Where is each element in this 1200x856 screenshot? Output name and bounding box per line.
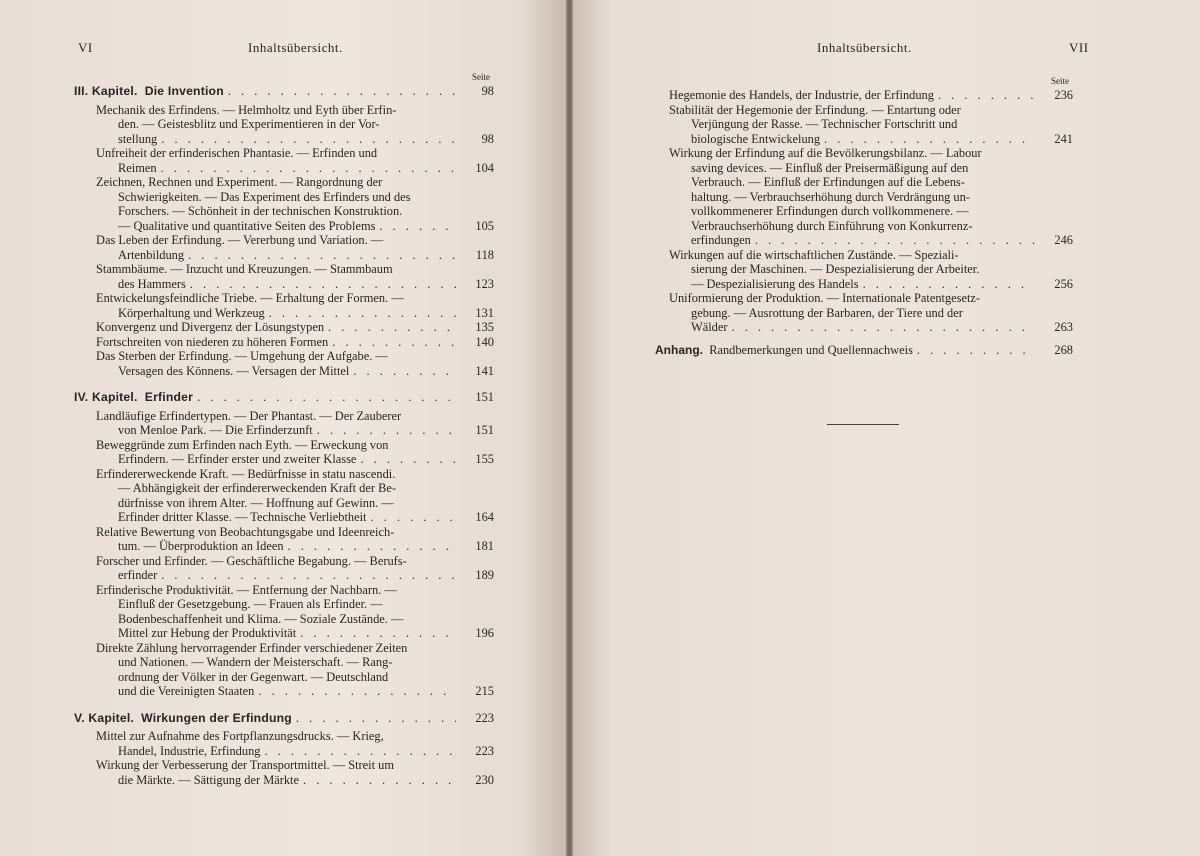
toc-entry: [96, 641, 494, 699]
toc-text: Stammbäume. — Inzucht und Kreuzungen. — Stammbaum: [96, 262, 393, 276]
dot-leader: [353, 364, 456, 379]
toc-line: [96, 568, 494, 583]
toc-text: Mittel zur Hebung der Produktivität: [118, 626, 297, 640]
toc-text: Stabilität der Hegemonie der Erfindung. — Entartung oder: [669, 102, 961, 117]
toc-line: [96, 423, 494, 438]
dot-leader: [300, 626, 456, 641]
toc-entry: [96, 409, 494, 438]
toc-text: Schwierigkeiten. — Das Experiment des Erfinders und des: [118, 189, 411, 204]
dot-leader: [938, 88, 1035, 103]
page-number: 155: [475, 452, 494, 466]
toc-line: [96, 306, 494, 321]
dot-leader: [731, 320, 1035, 335]
dot-leader: [332, 335, 456, 350]
dot-leader: [863, 277, 1035, 292]
toc-line: [96, 539, 494, 554]
toc-text: Mechanik des Erfindens. — Helmholtz und Eyth über Erfin-: [96, 102, 397, 117]
toc-text: tum. — Überproduktion an Ideen: [118, 539, 284, 553]
dot-leader: [370, 510, 456, 525]
page-number: 123: [475, 276, 494, 291]
toc-text: vollkommenerer Erfindungen durch vollkommenere. —: [691, 204, 969, 218]
toc-entry: [96, 320, 494, 335]
dot-leader: [755, 233, 1035, 248]
page-number: 196: [475, 626, 494, 640]
toc-entry: [96, 758, 494, 787]
dot-leader: [161, 161, 456, 176]
page-number: 118: [475, 247, 494, 262]
toc-text: Erfinder dritter Klasse. — Technische Verliebtheit: [118, 510, 367, 524]
toc-entry: [96, 583, 494, 641]
toc-line: [669, 88, 1073, 103]
toc-text: Das Leben der Erfindung. — Vererbung und Variation. —: [96, 233, 384, 247]
toc-entry: [96, 291, 494, 320]
toc-text: Uniformierung der Produktion. — Internationale Patentgesetz-: [669, 291, 981, 305]
appendix-text: Randbemerkungen und Quellennachweis: [703, 342, 913, 357]
chapter-block: [74, 84, 494, 378]
toc-entry: [669, 291, 1073, 335]
toc-entry: [96, 335, 494, 350]
toc-entry: [96, 467, 494, 525]
page-number: 189: [475, 568, 494, 582]
toc-line: [669, 277, 1073, 292]
left-running-head: Inhaltsübersicht.: [248, 40, 343, 55]
toc-line: [96, 773, 494, 788]
chapter-block: [74, 390, 494, 699]
chapter-heading: [74, 84, 494, 99]
toc-text: erfinder: [118, 568, 158, 582]
page-number: 246: [1054, 233, 1073, 247]
toc-line: [96, 219, 494, 234]
toc-line: [669, 233, 1073, 248]
toc-entry: [96, 175, 494, 233]
page-number: 98: [481, 84, 494, 98]
toc-entry: [96, 438, 494, 467]
toc-entry: [669, 146, 1073, 248]
toc-text: des Hammers: [118, 276, 186, 291]
toc-text: Forscher und Erfinder. — Geschäftliche Begabung. — Berufs-: [96, 553, 407, 568]
toc-entry: [96, 729, 494, 758]
toc-text: Verjüngung der Rasse. — Technischer Fortschritt und: [691, 117, 958, 131]
toc-text: sierung der Maschinen. — Despezialisierung der Arbeiter.: [691, 262, 980, 276]
page-number: 151: [475, 423, 494, 437]
toc-text: Erfindererweckende Kraft. — Bedürfnisse in statu nascendi.: [96, 466, 396, 481]
page-number: 236: [1054, 88, 1073, 102]
toc-text: Hegemonie des Handels, der Industrie, der Erfindung: [669, 88, 934, 102]
page-number: 215: [475, 684, 494, 698]
dot-leader: [824, 132, 1035, 147]
toc-entry: [96, 554, 494, 583]
toc-entry: [96, 525, 494, 554]
toc-line: [96, 335, 494, 350]
page-number: 135: [475, 320, 494, 334]
toc-text: Mittel zur Aufnahme des Fortpflanzungsdrucks. — Krieg,: [96, 729, 384, 743]
toc-text: Verbrauch. — Einfluß der Erfindungen auf die Lebens-: [691, 175, 965, 189]
chapter-heading: [74, 711, 494, 726]
toc-entry: [669, 88, 1073, 103]
section-divider: [827, 424, 899, 425]
right-page-number: VII: [1069, 40, 1089, 55]
toc-text: Zeichnen, Rechnen und Experiment. — Rangordnung der: [96, 175, 383, 189]
chapter-block: [74, 711, 494, 788]
toc-entry: [96, 262, 494, 291]
dot-leader: [360, 452, 456, 467]
toc-text: Das Sterben der Erfindung. — Umgehung der Aufgabe. —: [96, 349, 388, 363]
toc-text: von Menloe Park. — Die Erfinderzunft: [118, 423, 313, 437]
toc-entry: [96, 103, 494, 147]
toc-text: [655, 343, 913, 358]
toc-text: Artenbildung: [118, 247, 185, 262]
toc-text: V. Kapitel. Wirkungen der Erfindung: [74, 710, 292, 725]
toc-text: — Despezialisierung des Handels: [691, 276, 859, 291]
toc-line: [96, 364, 494, 379]
toc-text: erfindungen: [691, 233, 751, 247]
toc-text: Entwickelungsfeindliche Triebe. — Erhaltung der Formen. —: [96, 291, 404, 305]
toc-text: Fortschreiten von niederen zu höheren Formen: [96, 334, 329, 349]
chapter-heading: [74, 390, 494, 405]
chapter-entries: [74, 729, 494, 787]
page-number: 98: [481, 131, 494, 146]
right-toc: [655, 88, 1073, 357]
dot-leader: [190, 277, 456, 292]
toc-line: [96, 744, 494, 759]
page-number: 223: [475, 710, 494, 725]
toc-text: biologische Entwickelung: [691, 131, 821, 146]
toc-text: dürfnisse von ihrem Alter. — Hoffnung auf Gewinn. —: [118, 495, 394, 510]
dot-leader: [328, 320, 456, 335]
right-running-head: Inhaltsübersicht.: [817, 40, 912, 55]
dot-leader: [917, 343, 1035, 358]
toc-text: Wirkung der Verbesserung der Transportmittel. — Streit um: [96, 758, 394, 772]
toc-line: [669, 320, 1073, 335]
toc-text: Relative Bewertung von Beobachtungsgabe und Ideenreich-: [96, 524, 395, 539]
toc-text: Verbrauchserhöhung durch Einführung von Konkurrenz-: [691, 218, 973, 233]
toc-text: Reimen: [118, 160, 157, 175]
appendix-line: [655, 343, 1073, 358]
toc-line: [96, 277, 494, 292]
page-number: 140: [475, 334, 494, 349]
page-number: 263: [1054, 320, 1073, 334]
toc-text: Forschers. — Schönheit in der technischen Konstruktion.: [118, 204, 403, 218]
page-number: 181: [475, 539, 494, 553]
left-page-number: VI: [78, 40, 93, 55]
dot-leader: [269, 306, 456, 321]
toc-text: gebung. — Ausrottung der Barbaren, der Tiere und der: [691, 305, 963, 320]
page-number: 141: [475, 363, 494, 378]
toc-text: IV. Kapitel. Erfinder: [74, 390, 194, 404]
toc-text: Unfreiheit der erfinderischen Phantasie. — Erfinden und: [96, 146, 378, 160]
toc-entry: [96, 146, 494, 175]
dot-leader: [296, 711, 456, 726]
toc-line: [96, 132, 494, 147]
toc-text: Versagen des Könnens. — Versagen der Mittel: [118, 363, 350, 378]
toc-line: [96, 161, 494, 176]
right-seite-label: Seite: [1051, 76, 1069, 86]
page-number: 268: [1054, 342, 1073, 357]
dot-leader: [197, 390, 456, 405]
toc-text: und Nationen. — Wandern der Meisterschaft. — Rang-: [118, 655, 393, 669]
toc-text: Bodenbeschaffenheit und Klima. — Soziale Zustände. —: [118, 611, 404, 626]
page-number: 105: [475, 218, 494, 233]
toc-entry: [96, 349, 494, 378]
toc-text: Einfluß der Gesetzgebung. — Frauen als Erfinder. —: [118, 597, 383, 611]
toc-entry: [669, 103, 1073, 147]
left-toc: [74, 84, 494, 787]
toc-text: III. Kapitel. Die Invention: [74, 84, 224, 98]
toc-text: Erfindern. — Erfinder erster und zweiter Klasse: [118, 452, 357, 466]
right-page: [573, 0, 1200, 856]
dot-leader: [161, 132, 456, 147]
toc-text: Wälder: [691, 320, 728, 334]
toc-text: Handel, Industrie, Erfindung: [118, 743, 261, 758]
dot-leader: [288, 539, 456, 554]
toc-text: stellung: [118, 131, 158, 146]
toc-line: [669, 132, 1073, 147]
toc-text: Erfinderische Produktivität. — Entfernung der Nachbarn. —: [96, 582, 397, 597]
toc-text: haltung. — Verbrauchserhöhung durch Verdrängung un-: [691, 189, 970, 204]
toc-text: die Märkte. — Sättigung der Märkte: [118, 772, 299, 787]
left-page: [0, 0, 566, 856]
toc-text: und die Vereinigten Staaten: [118, 684, 255, 698]
dot-leader: [379, 219, 456, 234]
toc-text: den. — Geistesblitz und Experimentieren in der Vor-: [118, 117, 380, 131]
toc-text: ordnung der Völker in der Gegenwart. — Deutschland: [118, 669, 389, 684]
toc-line: [96, 626, 494, 641]
chapter-entries: [74, 409, 494, 699]
page-number: 104: [475, 160, 494, 175]
toc-text: saving devices. — Einfluß der Preisermäßigung auf den: [691, 160, 969, 175]
dot-leader: [317, 423, 456, 438]
dot-leader: [258, 684, 456, 699]
toc-line: [96, 684, 494, 699]
toc-text: — Qualitative und quantitative Seiten des Problems: [118, 218, 376, 233]
toc-text: Landläufige Erfindertypen. — Der Phantast. — Der Zauberer: [96, 408, 402, 423]
toc-text: Konvergenz und Divergenz der Lösungstypen: [96, 320, 325, 334]
page-number: 223: [475, 743, 494, 758]
toc-text: — Abhängigkeit der erfindererweckenden Kraft der Be-: [118, 481, 396, 495]
toc-text: Wirkungen auf die wirtschaftlichen Zustände. — Speziali-: [669, 247, 959, 262]
dot-leader: [264, 744, 456, 759]
toc-line: [96, 452, 494, 467]
page-number: 131: [475, 305, 494, 320]
toc-entry: [669, 248, 1073, 292]
dot-leader: [228, 84, 456, 99]
chapter-entries: [74, 103, 494, 379]
toc-line: [96, 248, 494, 263]
appendix-label: Anhang.: [655, 342, 703, 357]
left-seite-label: Seite: [472, 72, 490, 82]
toc-text: Direkte Zählung hervorragender Erfinder verschiedener Zeiten: [96, 640, 408, 655]
page-number: 151: [475, 390, 494, 404]
toc-text: Beweggründe zum Erfinden nach Eyth. — Erweckung von: [96, 437, 389, 452]
page-number: 164: [475, 510, 494, 524]
page-number: 230: [475, 772, 494, 787]
toc-line: [96, 510, 494, 525]
dot-leader: [161, 568, 456, 583]
dot-leader: [188, 248, 456, 263]
page-number: 241: [1054, 131, 1073, 146]
toc-line: [96, 320, 494, 335]
page-number: 256: [1054, 276, 1073, 291]
dot-leader: [303, 773, 456, 788]
toc-entry: [96, 233, 494, 262]
toc-text: Körperhaltung und Werkzeug: [118, 305, 265, 320]
book-gutter: [566, 0, 573, 856]
toc-text: Wirkung der Erfindung auf die Bevölkerungsbilanz. — Labour: [669, 146, 982, 160]
